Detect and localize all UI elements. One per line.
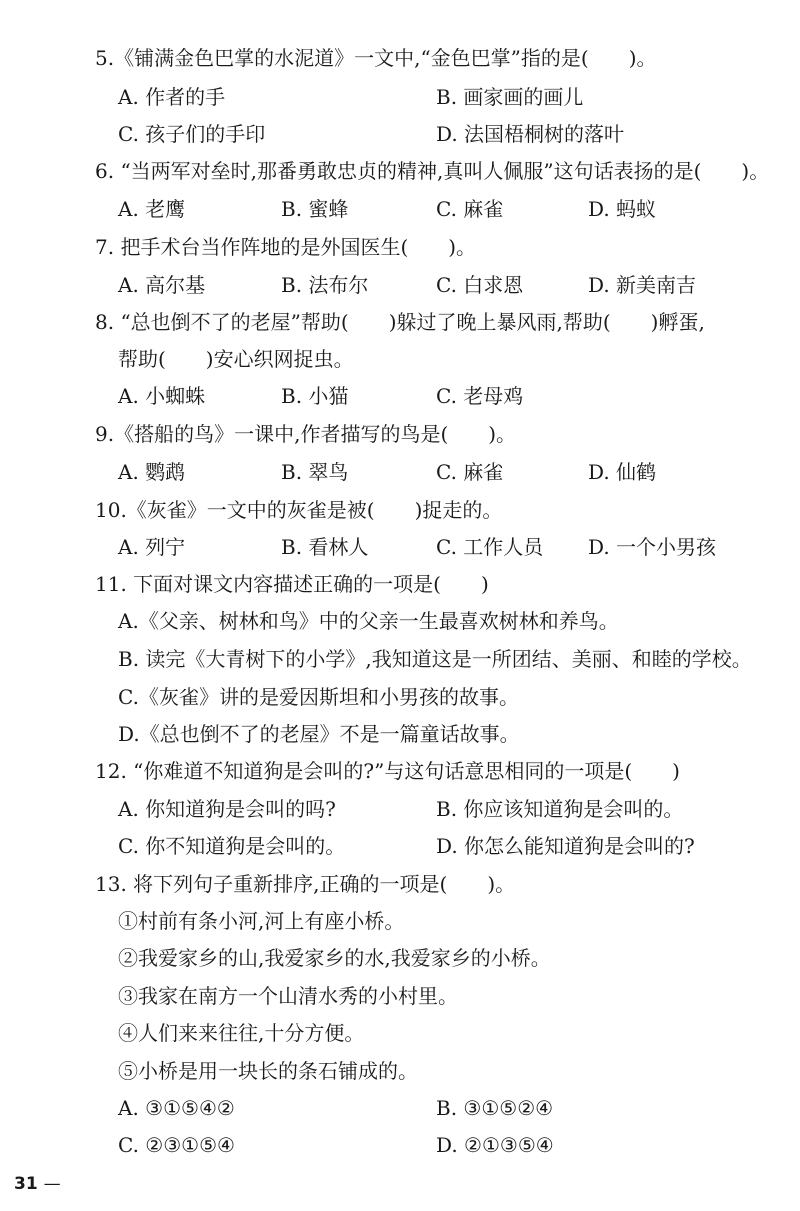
question-13-options-row-2	[118, 1131, 778, 1159]
question-5-option-a[interactable]: A. 作者的手	[118, 85, 226, 109]
question-6-option-b[interactable]: B. 蜜蜂	[281, 197, 349, 221]
question-13-sentence-1: ①村前有条小河,河上有座小桥。	[118, 909, 405, 933]
question-10-option-c[interactable]: C. 工作人员	[436, 535, 544, 559]
question-12-option-a[interactable]: A. 你知道狗是会叫的吗?	[118, 797, 336, 821]
question-13-sentence-5: ⑤小桥是用一块长的条石铺成的。	[118, 1059, 418, 1083]
question-13-option-a[interactable]: A. ③①⑤④②	[118, 1096, 235, 1120]
question-10-stem: 10.《灰雀》一文中的灰雀是被( )捉走的。	[95, 498, 503, 522]
question-8-stem-line-2: 帮助( )安心织网捉虫。	[118, 347, 354, 371]
page-number-footer	[14, 1172, 61, 1196]
page-number: 31	[14, 1174, 38, 1194]
question-10-option-a[interactable]: A. 列宁	[118, 535, 186, 559]
question-13-options-row-1	[118, 1094, 778, 1122]
question-12-option-d[interactable]: D. 你怎么能知道狗是会叫的?	[436, 834, 695, 858]
question-10-options	[118, 533, 778, 561]
question-13-option-d[interactable]: D. ②①③⑤④	[436, 1133, 554, 1157]
question-9-stem: 9.《搭船的鸟》一课中,作者描写的鸟是( )。	[95, 422, 517, 446]
question-7-option-c[interactable]: C. 白求恩	[436, 273, 524, 297]
question-7-option-a[interactable]: A. 高尔基	[118, 273, 206, 297]
question-5-option-d[interactable]: D. 法国梧桐树的落叶	[436, 122, 625, 146]
question-13-sentence-4: ④人们来来往往,十分方便。	[118, 1021, 365, 1045]
question-9-option-d[interactable]: D. 仙鹤	[588, 460, 657, 484]
question-13-sentence-3: ③我家在南方一个山清水秀的小村里。	[118, 984, 458, 1008]
question-8-option-a[interactable]: A. 小蜘蛛	[118, 384, 206, 408]
question-10-option-d[interactable]: D. 一个小男孩	[588, 535, 717, 559]
question-7-stem: 7. 把手术台当作阵地的是外国医生( )。	[95, 235, 477, 259]
question-7-options	[118, 271, 778, 299]
question-11-option-b[interactable]: B. 读完《大青树下的小学》,我知道这是一所团结、美丽、和睦的学校。	[118, 647, 752, 671]
question-5-options-row-2	[118, 120, 778, 148]
question-5-option-b[interactable]: B. 画家画的画儿	[436, 85, 584, 109]
question-12-stem: 12. “你难道不知道狗是会叫的?”与这句话意思相同的一项是( )	[95, 759, 680, 783]
question-5-option-c[interactable]: C. 孩子们的手印	[118, 122, 266, 146]
question-9-option-b[interactable]: B. 翠鸟	[281, 460, 349, 484]
question-10-option-b[interactable]: B. 看林人	[281, 535, 369, 559]
question-8-stem-line-1: 8. “总也倒不了的老屋”帮助( )躲过了晚上暴风雨,帮助( )孵蛋,	[95, 310, 705, 334]
question-11-stem: 11. 下面对课文内容描述正确的一项是( )	[95, 572, 489, 596]
question-12-options-row-2	[118, 832, 778, 860]
question-5-stem: 5.《铺满金色巴掌的水泥道》一文中,“金色巴掌”指的是( )。	[95, 46, 657, 70]
question-6-stem: 6. “当两军对垒时,那番勇敢忠贞的精神,真叫人佩服”这句话表扬的是( )。	[95, 159, 770, 183]
question-12-option-b[interactable]: B. 你应该知道狗是会叫的。	[436, 797, 684, 821]
question-13-sentence-2: ②我爱家乡的山,我爱家乡的水,我爱家乡的小桥。	[118, 946, 551, 970]
question-13-option-c[interactable]: C. ②③①⑤④	[118, 1133, 235, 1157]
question-6-options	[118, 195, 778, 223]
question-6-option-d[interactable]: D. 蚂蚁	[588, 197, 657, 221]
question-5-options-row-1	[118, 83, 778, 111]
question-12-option-c[interactable]: C. 你不知道狗是会叫的。	[118, 834, 346, 858]
question-7-option-d[interactable]: D. 新美南吉	[588, 273, 697, 297]
question-6-option-a[interactable]: A. 老鹰	[118, 197, 186, 221]
page-number-dash: —	[43, 1174, 61, 1194]
question-12-options-row-1	[118, 795, 778, 823]
question-13-option-b[interactable]: B. ③①⑤②④	[436, 1096, 554, 1120]
question-6-option-c[interactable]: C. 麻雀	[436, 197, 504, 221]
question-8-options	[118, 382, 778, 410]
question-11-option-a[interactable]: A.《父亲、树林和鸟》中的父亲一生最喜欢树林和养鸟。	[118, 609, 619, 633]
question-9-option-c[interactable]: C. 麻雀	[436, 460, 504, 484]
question-9-option-a[interactable]: A. 鹦鹉	[118, 460, 186, 484]
question-13-stem: 13. 将下列句子重新排序,正确的一项是( )。	[95, 872, 516, 896]
question-8-option-c[interactable]: C. 老母鸡	[436, 384, 524, 408]
question-11-option-c[interactable]: C.《灰雀》讲的是爱因斯坦和小男孩的故事。	[118, 685, 519, 709]
question-9-options	[118, 458, 778, 486]
question-11-option-d[interactable]: D.《总也倒不了的老屋》不是一篇童话故事。	[118, 722, 520, 746]
question-7-option-b[interactable]: B. 法布尔	[281, 273, 369, 297]
question-8-option-b[interactable]: B. 小猫	[281, 384, 349, 408]
